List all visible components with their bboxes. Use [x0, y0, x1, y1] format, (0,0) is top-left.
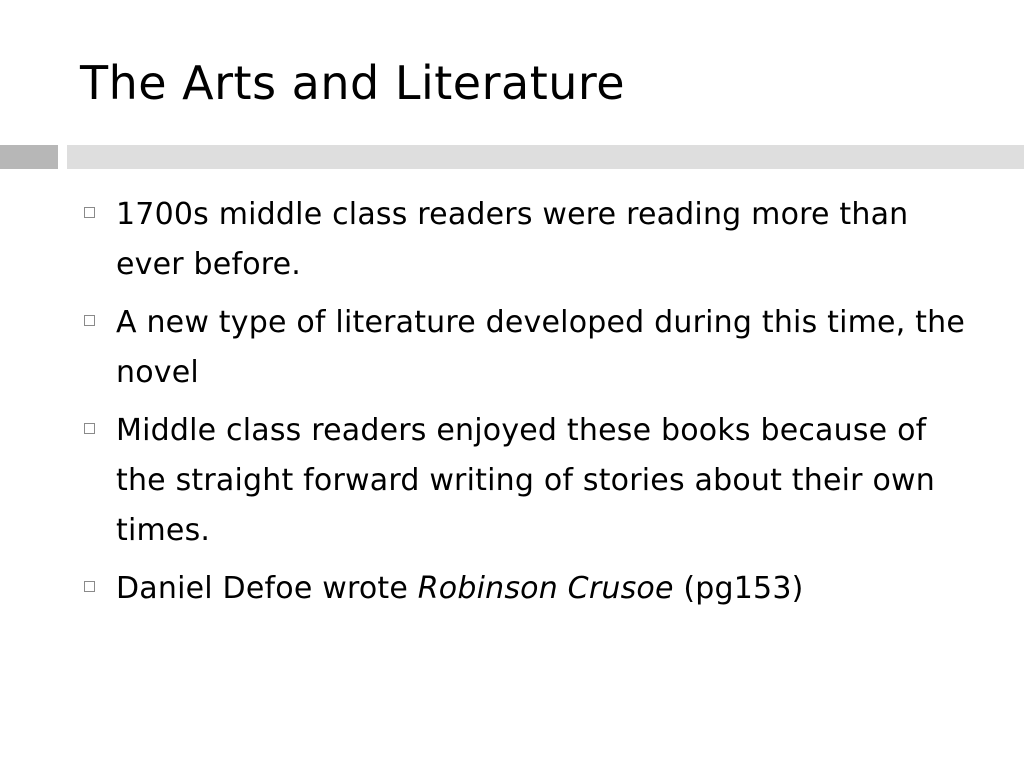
bullet-list [84, 190, 984, 622]
square-bullet-icon [84, 315, 95, 326]
slide-title: The Arts and Literature [80, 56, 626, 110]
square-bullet-icon [84, 581, 95, 592]
bullet-text-suffix: (pg153) [673, 571, 804, 606]
bullet-text-prefix: Daniel Defoe wrote [116, 571, 418, 606]
bullet-text: Middle class readers enjoyed these books because of the straight forward writing of stories about their own times. [116, 413, 935, 548]
title-divider-accent [0, 145, 58, 169]
bullet-text: A new type of literature developed during this time, the novel [116, 305, 966, 390]
square-bullet-icon [84, 423, 95, 434]
title-divider-bar [67, 145, 1024, 169]
bullet-item [84, 190, 984, 290]
bullet-text: 1700s middle class readers were reading more than ever before. [116, 197, 909, 282]
bullet-item [84, 406, 984, 556]
book-title: Robinson Crusoe [417, 571, 674, 606]
square-bullet-icon [84, 207, 95, 218]
bullet-item [84, 298, 984, 398]
bullet-item [84, 564, 984, 614]
